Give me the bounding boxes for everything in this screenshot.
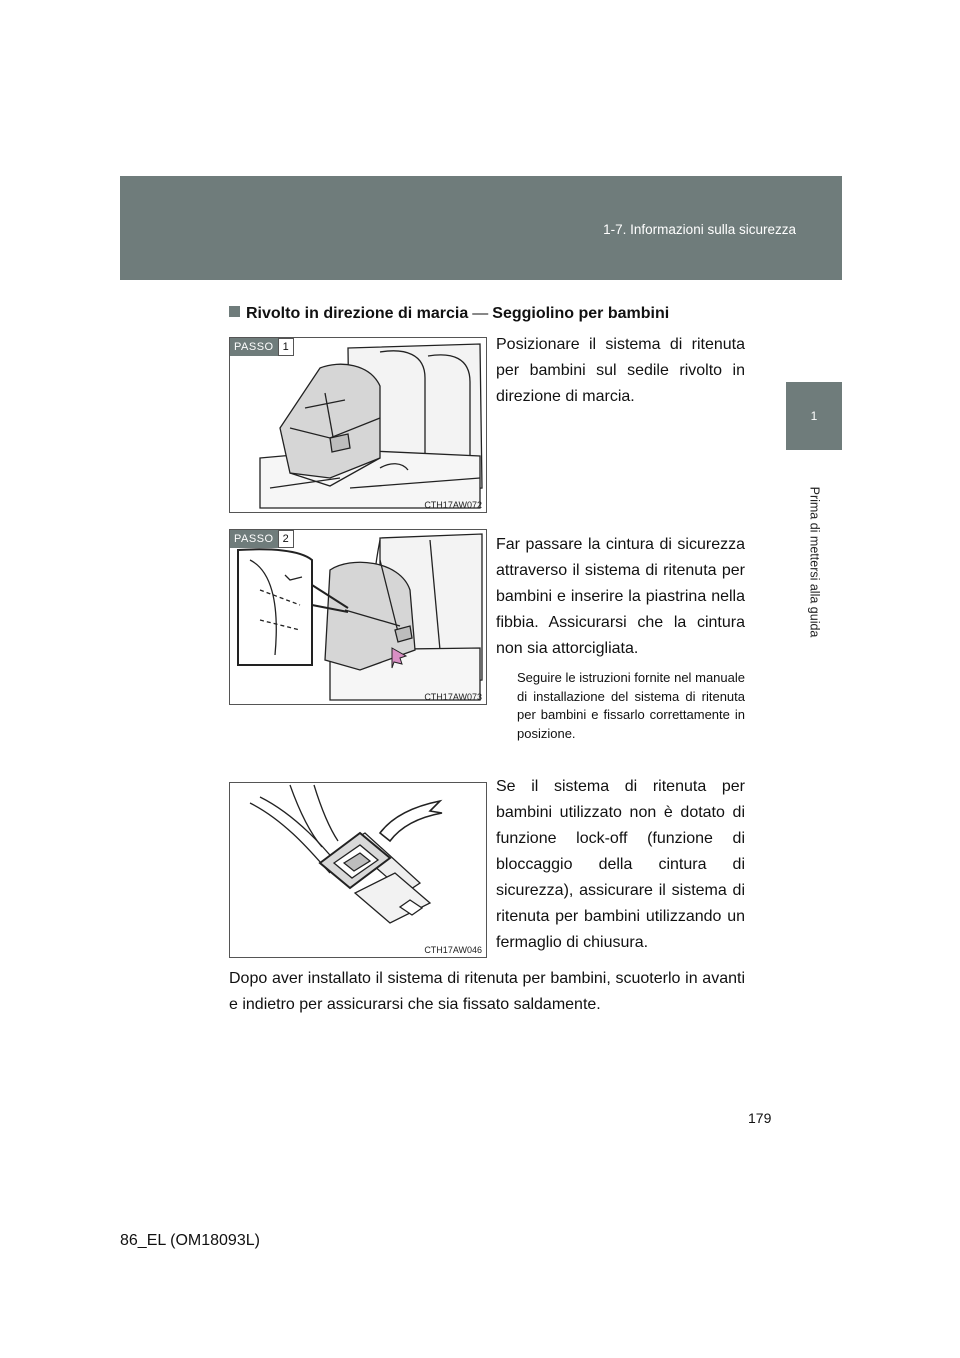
step2-note: Seguire le istruzioni fornite nel manuale di installazione del sistema di ritenuta per bambini e fissarlo correttamente in posizione.: [517, 670, 745, 741]
step1-figure: [229, 337, 487, 513]
figure-code: CTH17AW072: [424, 500, 482, 510]
step-number: 2: [278, 530, 294, 548]
step2-badge: [230, 530, 294, 548]
step2-figure: [229, 529, 487, 705]
step-label: PASSO: [230, 338, 278, 356]
step1-badge: [230, 338, 294, 356]
section-heading: [229, 305, 669, 323]
heading-main: Rivolto in direzione di marcia: [246, 305, 469, 322]
figure-code: CTH17AW046: [424, 945, 482, 955]
document-code: 86_EL (OM18093L): [120, 1232, 260, 1249]
header-band: [120, 176, 842, 280]
step-number: 1: [278, 338, 294, 356]
lockoff-figure: [229, 782, 487, 958]
locking-clip-illustration: [230, 783, 486, 957]
step-label: PASSO: [230, 530, 278, 548]
step2-text: Far passare la cintura di sicurezza attraverso il sistema di ritenuta per bambini e inserire la piastrina nella fibbia. Assicurarsi che la cintura non sia attorcigliata.: [496, 536, 745, 657]
chapter-tab: 1: [786, 382, 842, 450]
heading-dash: —: [472, 305, 489, 322]
child-seat-forward-illustration: [230, 338, 486, 512]
page-number: 179: [748, 1110, 772, 1126]
step1-text: Posizionare il sistema di ritenuta per bambini sul sedile rivolto in direzione di marcia.: [496, 336, 745, 405]
heading-sub: Seggiolino per bambini: [492, 305, 670, 322]
section-title: 1-7. Informazioni sulla sicurezza: [603, 222, 796, 237]
lockoff-text: Se il sistema di ritenuta per bambini utilizzato non è dotato di funzione lock-off (funzione di bloccaggio della cintura di sicurezza), assicurare il sistema di ritenuta per bambini utilizzando un fermaglio di chiusura.: [496, 778, 745, 951]
closing-paragraph: Dopo aver installato il sistema di ritenuta per bambini, scuoterlo in avanti e indietro per assicurarsi che sia fissato saldamente.: [229, 970, 745, 1013]
figure-code: CTH17AW073: [424, 692, 482, 702]
heading-square-icon: [229, 306, 240, 317]
chapter-title: Prima di mettersi alla guida: [807, 486, 822, 638]
chapter-label: [786, 452, 842, 672]
belt-routing-illustration: [230, 530, 486, 704]
